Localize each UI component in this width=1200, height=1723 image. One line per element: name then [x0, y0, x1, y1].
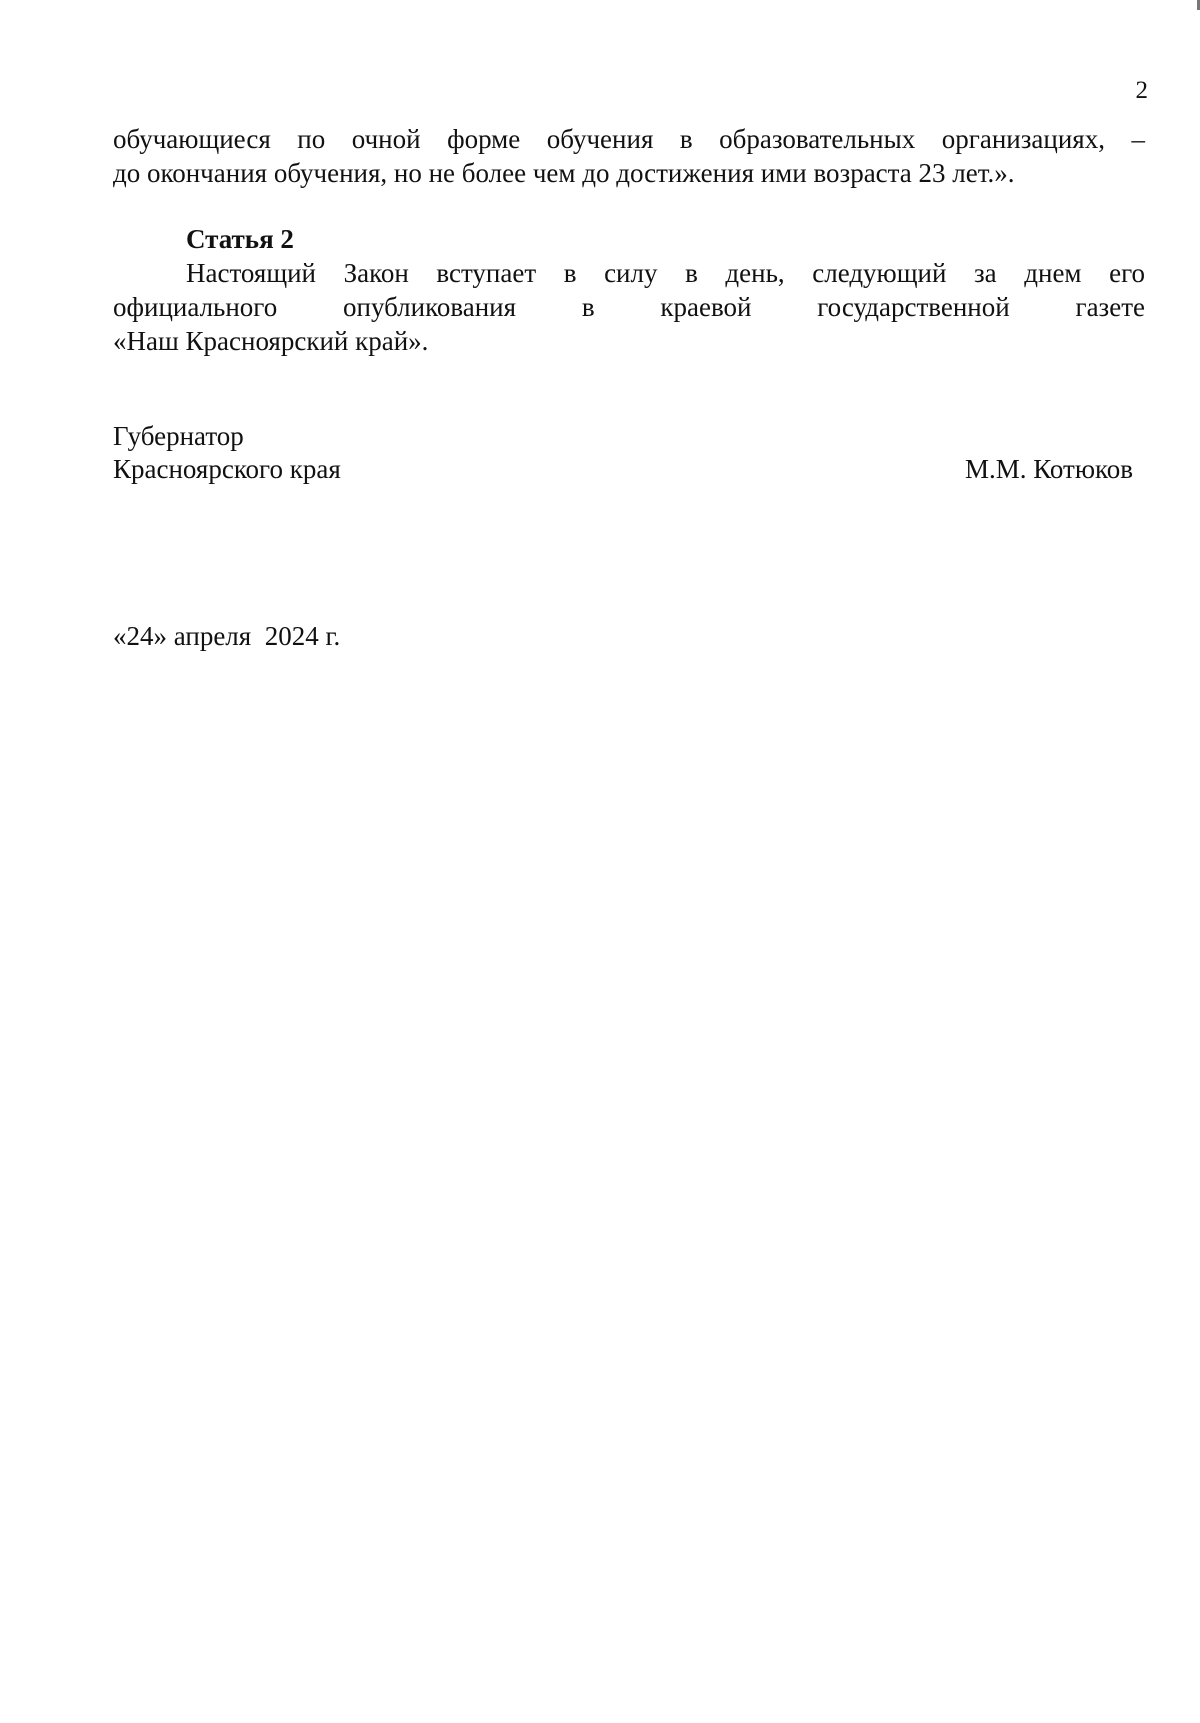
continuation-paragraph [113, 122, 1145, 190]
document-date: «24» апреля 2024 г. [113, 621, 341, 651]
signature-block [113, 420, 1133, 486]
continuation-line-1: обучающиеся по очной форме обучения в образовательных организациях, – [113, 124, 1145, 154]
article-line-1: Настоящий Закон вступает в силу в день, следующий за днем его [186, 258, 1145, 288]
signatory-name: М.М. Котюков [964, 454, 1133, 484]
article-line-2: официального опубликования в краевой государственной газете [113, 292, 1145, 322]
article-title: Статья 2 [186, 224, 294, 254]
article-line-3: «Наш Красноярский край». [113, 326, 429, 356]
article-2 [113, 222, 1145, 358]
continuation-line-2: до окончания обучения, но не более чем до достижения ими возраста 23 лет.». [113, 158, 1015, 188]
page-number: 2 [1135, 77, 1148, 104]
signatory-position-line-2: Красноярского края [113, 454, 341, 484]
signatory-position-line-1: Губернатор [113, 421, 244, 451]
